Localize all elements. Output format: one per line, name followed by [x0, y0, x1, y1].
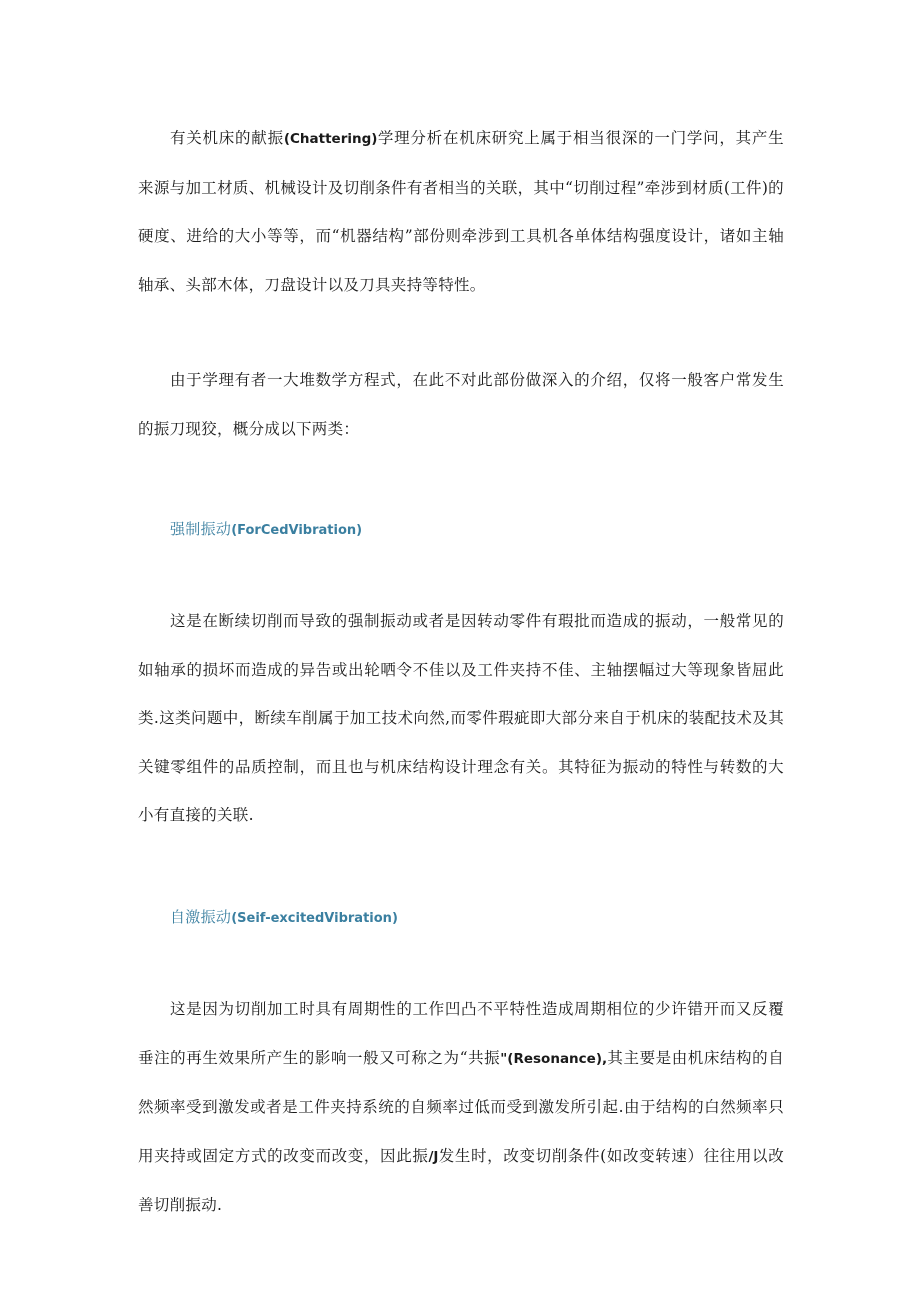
section-heading-forced-vibration	[170, 518, 362, 539]
paragraph-text: 发生时，改变切削条件(如改变转速）往往用以改善切削振动.	[138, 1146, 784, 1214]
paragraph-forced-vibration: 这是在断续切削而导致的强制振动或者是因转动零件有瑕批而造成的振动，一般常见的如轴承的损坏而造成的异告或出轮哂令不佳以及工件夹持不佳、主轴摆幅过大等现象皆屈此类.这类问题中，断续车削属于加工技术向然,而零件瑕疵即大部分来自于机床的装配技术及其关键零组件的品质控制，而且也与机床结构设计理念有关。其特征为振动的特性与转数的大小有直接的关联.	[138, 612, 784, 824]
heading-text: 强制振动	[170, 520, 232, 538]
paragraph-text: 其主要是由机床结构的自然频率受到激发或者是工件夹持系统的自频率过低而受到激发所引起.由于结构的白然频率只用夹持或固定方式的改变而改变，因此振	[138, 1048, 784, 1165]
paragraph-english-term: /J	[428, 1148, 439, 1165]
heading-english-term: (Seif-excitedVibration)	[231, 911, 398, 926]
paragraph-intro	[138, 114, 784, 309]
paragraph-text: 学理分析在机床研究上属于相当很深的一门学问，其产生来源与加工材质、机械设计及切削条件有者相当的关联，其中“切削过程”牵涉到材质(工件)的硬度、进给的大小等等，而“机器结构”部份则牵涉到工具机各单体结构强度设计，诸如主轴轴承、头部木体，刀盘设计以及刀具夹持等特性。	[138, 129, 784, 294]
heading-english-term: (ForCedVibration)	[231, 523, 363, 538]
paragraph-text: 这是因为切削加工时具有周期性的工作凹凸不平特性造成周期相位的少许错开而又反覆垂注的再生效果所产生的影响一般又可称之为“共振	[138, 1000, 784, 1067]
paragraph-english-term: "(Resonance),	[500, 1050, 608, 1067]
paragraph-overview: 由于学理有者一大堆数学方程式，在此不对此部份做深入的介绍，仅将一般客户常发生的振刀现狡，概分成以下两类：	[138, 371, 784, 438]
heading-text: 自激振动	[170, 908, 232, 926]
paragraph-english-term: (Chattering)	[283, 131, 378, 147]
paragraph-text: 有关机床的献振	[170, 129, 284, 147]
paragraph-self-excited-vibration	[138, 985, 784, 1230]
section-heading-self-excited-vibration	[170, 906, 398, 927]
